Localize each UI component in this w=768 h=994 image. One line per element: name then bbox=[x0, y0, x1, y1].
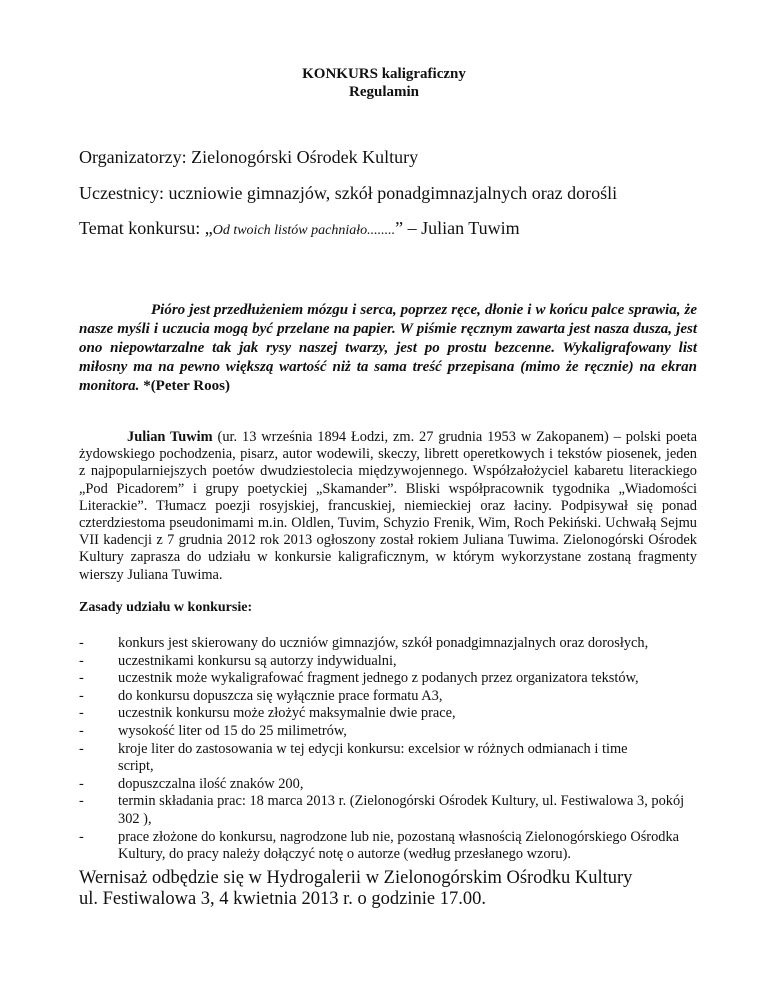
dash-bullet: - bbox=[79, 775, 84, 792]
vernissage-line-2: ul. Festiwalowa 3, 4 kwietnia 2013 r. o godzinie 17.00. bbox=[79, 889, 486, 909]
dash-bullet: - bbox=[79, 652, 84, 669]
rule-item: - uczestnikami konkursu są autorzy indywidualni, bbox=[79, 652, 397, 669]
rules-heading: Zasady udziału w konkursie: bbox=[79, 600, 253, 615]
vernissage-line-1: Wernisaż odbędzie się w Hydrogalerii w Zielonogórskim Ośrodku Kultury bbox=[79, 868, 633, 888]
dash-bullet: - bbox=[79, 705, 84, 722]
dash-bullet: - bbox=[79, 828, 84, 845]
document-title: KONKURS kaligraficzny bbox=[302, 66, 466, 82]
organizers-line: Organizatorzy: Zielonogórski Ośrodek Kultury bbox=[79, 147, 419, 167]
document-subtitle: Regulamin bbox=[348, 84, 419, 100]
rule-item: - dopuszczalna ilość znaków 200, bbox=[79, 775, 304, 792]
quote-author: *(Peter Roos) bbox=[143, 378, 230, 394]
dash-bullet: - bbox=[79, 687, 84, 704]
motto-quote bbox=[79, 301, 697, 396]
rule-item: - wysokość liter od 15 do 25 milimetrów, bbox=[79, 722, 347, 739]
rule-item: - do konkursu dopuszcza się wyłącznie prace formatu A3, bbox=[79, 687, 443, 704]
theme-line bbox=[79, 218, 520, 241]
dash-bullet: - bbox=[79, 635, 84, 651]
bio-text: (ur. 13 września 1894 Łodzi, zm. 27 grudnia 1953 w Zakopanem) – polski poeta żydowskiego pochodzenia, pisarz, autor wodewili, skeczy, librett operetkowych i tekstów piosenek, jeden z najpopularniejszych poetów dwudziestolecia międzywojennego. Współzałożyciel kabaretu literackiego „Pod Picadorem” i grupy poetyckiej „Skamander”. Bliski współpracownik tygodnika „Wiadomości Literackie”. Tłumacz poezji rosyjskiej, francuskiej, niemieckiej oraz łaciny. Podpisywał się ponad czterdziestoma pseudonimami m.in. Oldlen, Tuvim, Schyzio Frenik, Wim, Roch Pekiński. Uchwałą Sejmu VII kadencji z 7 grudnia 2012 rok 2013 ogłoszony został rokiem Juliana Tuwima. Zielonogórski Ośrodek Kultury zaprasza do udziału w konkursie kaligraficznym, w którym wykorzystane zostaną fragmenty wierszy Juliana Tuwima. bbox=[79, 429, 697, 583]
theme-suffix: ” – Julian Tuwim bbox=[395, 218, 520, 238]
rule-item: - konkurs jest skierowany do uczniów gimnazjów, szkół ponadgimnazjalnych oraz dorosłych, bbox=[79, 635, 649, 651]
dash-bullet: - bbox=[79, 793, 84, 810]
rule-item: - prace złożone do konkursu, nagrodzone lub nie, pozostaną własnością Zielonogórskiego Ośrodka Kultury, do pracy należy dołączyć notę o autorze (według przesłanego wzoru). bbox=[79, 828, 680, 863]
quote-text: Pióro jest przedłużeniem mózgu i serca, poprzez ręce, dłonie i w końcu palce sprawia, że nasze myśli i uczucia mogą być przelane na papier. W piśmie ręcznym zawarta jest nasza dusza, jest ono niepowtarzalne tak jak rysy naszej twarzy, jest po prostu bezcenne. Wykaligrafowany list miłosny ma na pewno większą wartość niż ta sama treść przepisana (mimo że ręcznie) na ekran monitora. bbox=[79, 302, 697, 394]
dash-bullet: - bbox=[79, 740, 84, 757]
participants-line: Uczestnicy: uczniowie gimnazjów, szkół ponadgimnazjalnych oraz dorośli bbox=[79, 183, 618, 203]
bio-name: Julian Tuwim bbox=[127, 429, 213, 445]
author-bio bbox=[79, 429, 697, 584]
dash-bullet: - bbox=[79, 722, 84, 739]
rule-item: - kroje liter do zastosowania w tej edycji konkursu: excelsior w różnych odmianach i time script, bbox=[79, 740, 628, 775]
theme-title: Od twoich listów pachniało........ bbox=[212, 223, 396, 238]
rule-item: - uczestnik konkursu może złożyć maksymalnie dwie prace, bbox=[79, 705, 456, 722]
theme-label: Temat konkursu: „ bbox=[79, 218, 213, 238]
rules-list bbox=[79, 635, 719, 864]
rule-item: - uczestnik może wykaligrafować fragment jednego z podanych przez organizatora tekstów, bbox=[79, 670, 639, 687]
dash-bullet: - bbox=[79, 670, 84, 687]
rule-item: - termin składania prac: 18 marca 2013 r. (Zielonogórski Ośrodek Kultury, ul. Festiwalowa 3, pokój 302 ), bbox=[79, 793, 685, 827]
